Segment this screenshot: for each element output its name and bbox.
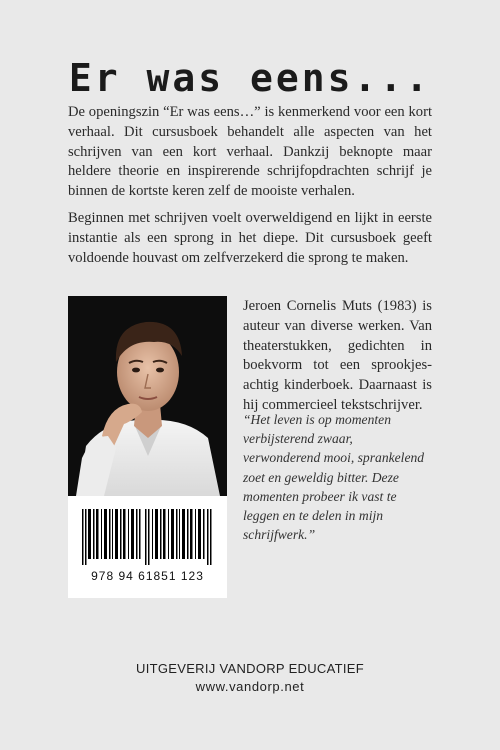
author-portrait-illustration bbox=[68, 296, 227, 496]
isbn-number: 978 94 61851 123 bbox=[91, 569, 204, 583]
description-paragraph-1: De openingszin “Er was eens…” is kenmerkend voor een kort verhaal. Dit cursusboek behandelt alle aspecten van het schrijven van een kort verhaal. Dankzij beknopte maar heldere theorie en inspirerende schrijfopdrachten schrijf je binnen de kortste keren zelf de mooiste verhalen. bbox=[68, 104, 432, 200]
author-bio: Jeroen Cornelis Muts (1983) is auteur van diverse werken. Van theaterstukken, gedichten in boekvorm tot een sprookjes-achtig kinderboek. Daarnaast is hij commercieel tekstschrijver. bbox=[243, 298, 432, 413]
author-photo bbox=[68, 296, 227, 496]
publisher-name: UITGEVERIJ VANDORP EDUCATIEF bbox=[136, 661, 364, 676]
description-paragraph-2: Beginnen met schrijven voelt overweldigend en lijkt in eerste instantie als een sprong in het diepe. Dit cursusboek geeft voldoende houvast om zelfverzekerd die sprong te maken. bbox=[68, 210, 432, 266]
publisher-website: www.vandorp.net bbox=[195, 679, 305, 694]
barcode bbox=[68, 496, 227, 598]
barcode-bars bbox=[82, 509, 213, 565]
author-photo-block bbox=[68, 296, 227, 598]
book-title: Er was eens... bbox=[68, 56, 432, 100]
author-quote: “Het leven is op momenten verbijsterend zwaar, verwonderend mooi, sprankelend zoet en geweldig bitter. Deze momenten probeer ik vast te leggen en te delen in mijn schrijfwerk.” bbox=[243, 412, 425, 543]
